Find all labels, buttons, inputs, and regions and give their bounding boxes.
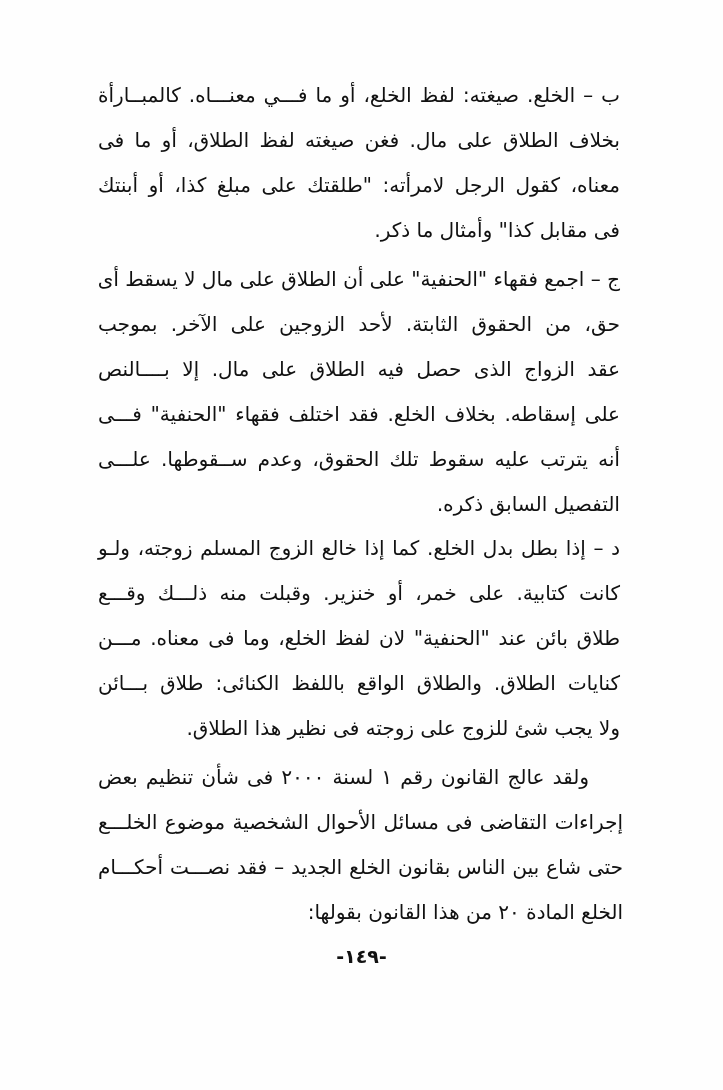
text-line: أنه يترتب عليه سقوط تلك الحقوق، وعدم ســقوطها. علـــى — [98, 447, 620, 471]
text-line: ولا يجب شئ للزوج على زوجته فى نظير هذا الطلاق. — [186, 716, 620, 740]
text-line: كانت كتابية. على خمر، أو خنزير. وقبلت منه ذلـــك وقـــع — [98, 581, 620, 605]
text-line: التفصيل السابق ذكره. — [436, 492, 620, 516]
text-line: ج – اجمع فقهاء "الحنفية" على أن الطلاق على مال لا يسقط أى — [97, 267, 620, 291]
paragraph-d — [98, 526, 620, 751]
text-line: عقد الزواج الذى حصل فيه الطلاق على مال. إلا بــــالنص — [98, 357, 620, 381]
text-line: معناه، كقول الرجل لامرأته: "طلقتك على مبلغ كذا، أو أبنتك — [98, 173, 620, 197]
text-line: على إسقاطه. بخلاف الخلع. فقد اختلف فقهاء "الحنفية" فـــى — [98, 402, 620, 426]
text-line: الخلع المادة ٢٠ من هذا القانون بقولها: — [307, 900, 623, 924]
text-line: طلاق بائن عند "الحنفية" لان لفظ الخلع، وما فى معناه. مـــن — [98, 626, 620, 650]
paragraph-law — [98, 755, 623, 935]
paragraph-b — [98, 73, 620, 253]
page-number: -١٤٩- — [336, 946, 387, 968]
text-line: بخلاف الطلاق على مال. فغن صيغته لفظ الطلاق، أو ما فى — [98, 128, 620, 152]
text-line: فى مقابل كذا" وأمثال ما ذكر. — [374, 218, 620, 242]
text-line: كنايات الطلاق. والطلاق الواقع باللفظ الكنائى: طلاق بـــائن — [98, 671, 620, 695]
text-line: ولقد عالج القانون رقم ١ لسنة ٢٠٠٠ فى شأن تنظيم بعض — [98, 765, 589, 789]
text-line: حق، من الحقوق الثابتة. لأحد الزوجين على الآخر. بموجب — [98, 312, 620, 336]
text-line: إجراءات التقاضى فى مسائل الأحوال الشخصية موضوع الخلـــع — [98, 810, 623, 834]
text-line: حتى شاع بين الناس بقانون الخلع الجديد – فقد نصـــت أحكـــام — [98, 855, 623, 879]
text-line: ب – الخلع. صيغته: لفظ الخلع، أو ما فـــي معنـــاه. كالمبــارأة — [98, 83, 620, 107]
text-line: د – إذا بطل بدل الخلع. كما إذا خالع الزوج المسلم زوجته، ولـو — [98, 536, 620, 560]
paragraph-j — [98, 257, 620, 527]
